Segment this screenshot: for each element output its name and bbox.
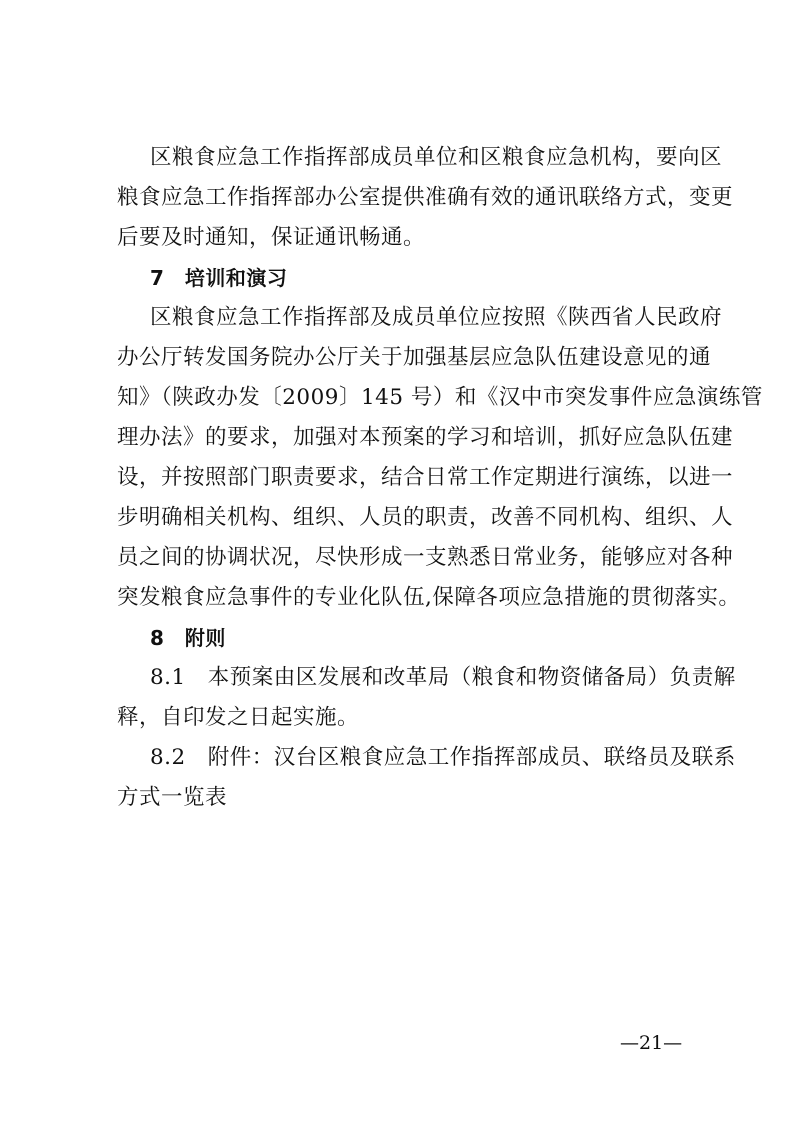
paragraph-line: 理办法》的要求，加强对本预案的学习和培训，抓好应急队伍建 (117, 425, 734, 450)
paragraph-line: 释，自印发之日起实施。 (117, 705, 360, 730)
paragraph-line: 步明确相关机构、组织、人员的职责，改善不同机构、组织、人 (117, 505, 734, 530)
paragraph-line: 区粮食应急工作指挥部成员单位和区粮食应急机构，要向区 (150, 145, 723, 170)
paragraph-line: 知》（陕政办发〔2009〕145 号）和《汉中市突发事件应急演练管 (117, 385, 763, 410)
paragraph-line: 粮食应急工作指挥部办公室提供准确有效的通讯联络方式，变更 (117, 185, 734, 210)
section-heading-8: 8 附则 (150, 626, 226, 650)
paragraph-line: 8.1 本预案由区发展和改革局（粮食和物资储备局）负责解 (150, 665, 736, 690)
paragraph-line: 区粮食应急工作指挥部及成员单位应按照《陕西省人民政府 (150, 305, 723, 330)
paragraph-line: 后要及时通知，保证通讯畅通。 (117, 225, 426, 250)
paragraph-line: 方式一览表 (117, 785, 228, 810)
section-heading-7: 7 培训和演习 (150, 266, 288, 290)
paragraph-line: 8.2 附件：汉台区粮食应急工作指挥部成员、联络员及联系 (150, 745, 736, 770)
paragraph-line: 办公厅转发国务院办公厅关于加强基层应急队伍建设意见的通 (117, 345, 712, 370)
page-number: —21— (620, 1032, 683, 1054)
paragraph-line: 员之间的协调状况，尽快形成一支熟悉日常业务，能够应对各种 (117, 545, 734, 570)
paragraph-line: 设，并按照部门职责要求，结合日常工作定期进行演练，以进一 (117, 465, 734, 490)
paragraph-line: 突发粮食应急事件的专业化队伍,保障各项应急措施的贯彻落实。 (117, 585, 741, 610)
